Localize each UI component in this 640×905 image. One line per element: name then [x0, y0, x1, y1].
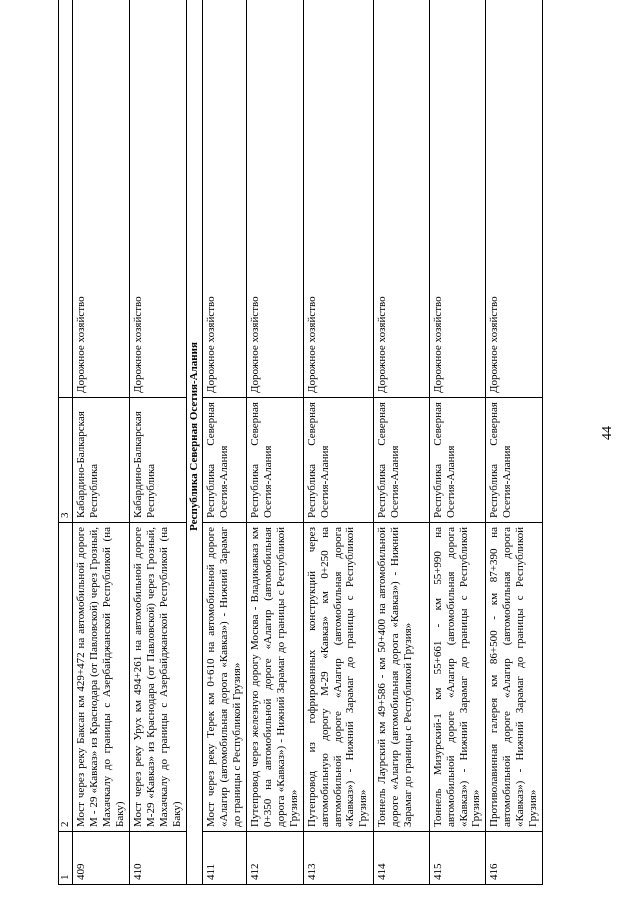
- row-number: 415: [429, 832, 486, 885]
- row-number: 413: [303, 832, 373, 885]
- table-row: [202, 0, 246, 885]
- object-name: Мост через реку Терек км 0+610 на автомобильной дороге «Алагир (автомобильная дорога «Кавказ») - Нижний Зарамаг до границы с Республикой Грузия»: [202, 523, 246, 832]
- table-row: [72, 0, 129, 885]
- object-owner: Дорожное хозяйство: [129, 0, 186, 398]
- page-number: 44: [600, 426, 615, 440]
- col-header-1: 1: [59, 832, 73, 885]
- table-row: [129, 0, 186, 885]
- objects-table: [58, 0, 543, 885]
- table-row: [486, 0, 543, 885]
- object-location: Республика Северная Осетия-Алания: [246, 398, 303, 523]
- object-name: Путепровод через железную дорогу Москва - Владикавказ км 0+350 на автомобильной дороге «Алагир (автомобильная дорога «Кавказ») - Нижний Зарамаг до границы с Республикой Грузия»: [246, 523, 303, 832]
- object-name: Мост через реку Урух км 494+261 на автомобильной дороге М-29 «Кавказ» из Краснодара (от Павловской) через Грозный, Махачкалу до границы с Азербайджанской Республикой (на Баку): [129, 523, 186, 832]
- object-location: Кабардино-Балкарская Республика: [72, 398, 129, 523]
- row-number: 412: [246, 832, 303, 885]
- object-name: Тоннель Мизурский-1 км 55+661 - км 55+990 на автомобильной дороге «Алагир (автомобильная дорога «Кавказ») - Нижний Зарамаг до границы с Республикой Грузия»: [429, 523, 486, 832]
- col-header-2: 2: [59, 523, 73, 832]
- rotated-table-wrapper: [58, 25, 578, 885]
- col-header-4: [59, 0, 73, 398]
- table-row: [303, 0, 373, 885]
- region-heading-row: [186, 0, 202, 885]
- object-name: Путепровод из гофрированных конструкций через автомобильную дорогу М-29 «Кавказ» км 0+250 на автомобильной дороге «Алагир (автомобильная дорога «Кавказ») - Нижний Зарамаг до границы с Республикой Грузия»: [303, 523, 373, 832]
- region-heading: Республика Северная Осетия-Алания: [186, 0, 202, 885]
- row-number: 411: [202, 832, 246, 885]
- object-owner: Дорожное хозяйство: [486, 0, 543, 398]
- object-owner: Дорожное хозяйство: [429, 0, 486, 398]
- object-location: Кабардино-Балкарская Республика: [129, 398, 186, 523]
- table-row: [246, 0, 303, 885]
- row-number: 414: [373, 832, 429, 885]
- column-number-row: [59, 0, 73, 885]
- object-name: Тоннель Лаурский км 49+586 - км 50+400 на автомобильной дороге «Алагир (автомобильная дорога «Кавказ») - Нижний Зарамаг до границы с Республикой Грузия»: [373, 523, 429, 832]
- row-number: 410: [129, 832, 186, 885]
- col-header-3: 3: [59, 398, 73, 523]
- row-number: 416: [486, 832, 543, 885]
- object-location: Республика Северная Осетия-Алания: [429, 398, 486, 523]
- object-name: Мост через реку Баксан км 429+472 на автомобильной дороге М - 29 «Кавказ» из Краснодара (от Павловской) через Грозный, Махачкалу до границы с Азербайджанской Республикой (на Баку): [72, 523, 129, 832]
- row-number: 409: [72, 832, 129, 885]
- object-owner: Дорожное хозяйство: [246, 0, 303, 398]
- table-row: [429, 0, 486, 885]
- object-owner: Дорожное хозяйство: [303, 0, 373, 398]
- object-owner: Дорожное хозяйство: [202, 0, 246, 398]
- object-name: Противолавинная галерея км 86+500 - км 87+390 на автомобильной дороге «Алагир (автомобильная дорога «Кавказ») - Нижний Зарамаг до границы с Республикой Грузия»: [486, 523, 543, 832]
- object-location: Республика Северная Осетия-Алания: [202, 398, 246, 523]
- object-owner: Дорожное хозяйство: [72, 0, 129, 398]
- table-row: [373, 0, 429, 885]
- object-owner: Дорожное хозяйство: [373, 0, 429, 398]
- object-location: Республика Северная Осетия-Алания: [303, 398, 373, 523]
- object-location: Республика Северная Осетия-Алания: [486, 398, 543, 523]
- object-location: Республика Северная Осетия-Алания: [373, 398, 429, 523]
